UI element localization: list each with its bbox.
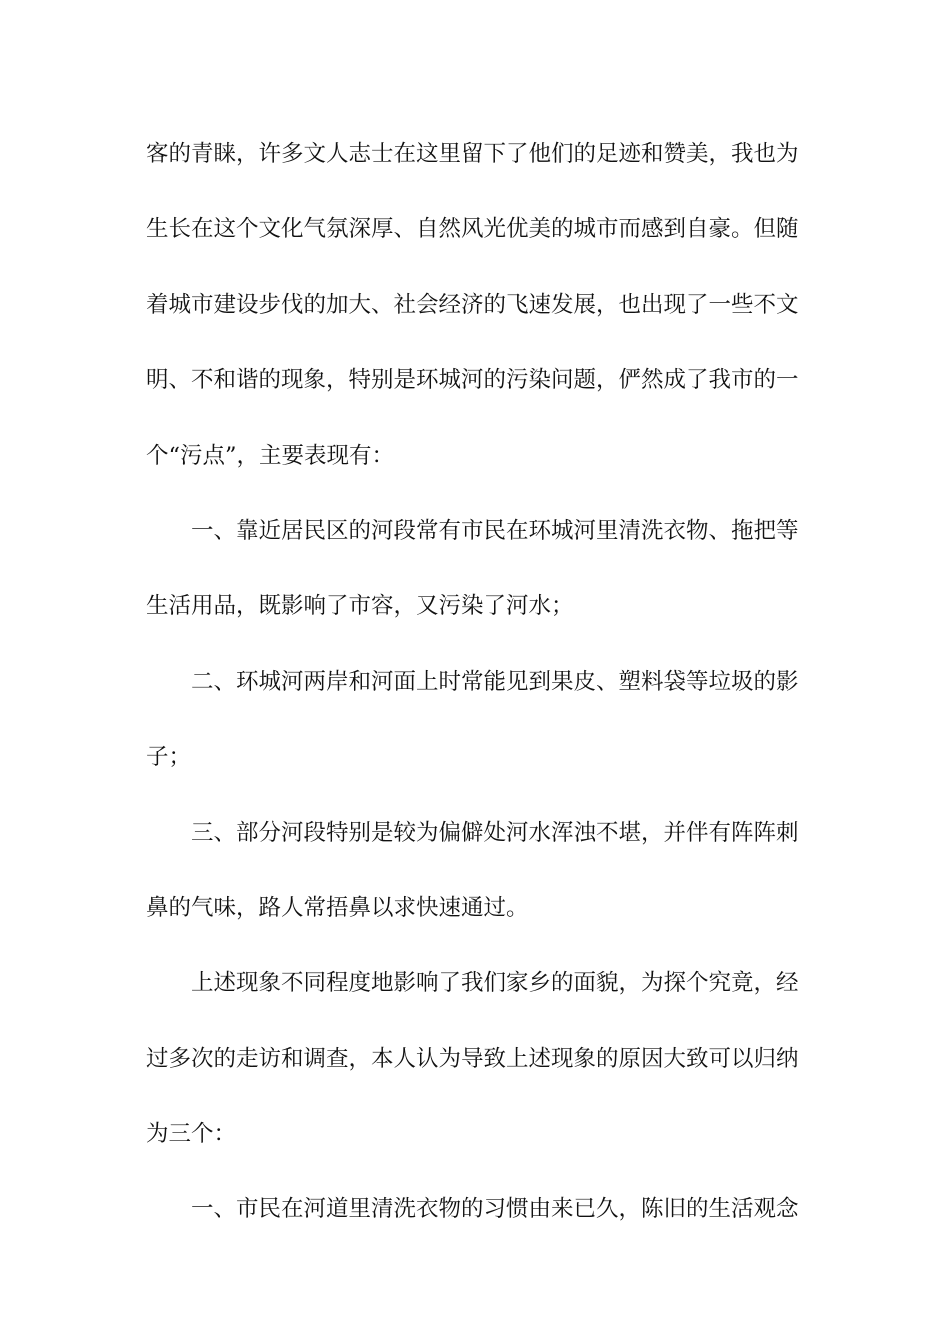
text-line: 三、部分河段特别是较为偏僻处河水浑浊不堪，并伴有阵阵刺 [191,819,799,846]
body-text [146,124,806,1255]
text-line: 子； [146,744,192,771]
text-line: 为三个： [146,1121,237,1148]
text-line: 二、环城河两岸和河面上时常能见到果皮、塑料袋等垃圾的影 [191,668,799,695]
text-line: 上述现象不同程度地影响了我们家乡的面貌，为探个究竟，经 [191,970,799,997]
text-line: 生长在这个文化气氛深厚、自然风光优美的城市而感到自豪。但随 [146,216,799,243]
text-line: 一、市民在河道里清洗衣物的习惯由来已久，陈旧的生活观念 [191,1196,799,1223]
text-line: 着城市建设步伐的加大、社会经济的飞速发展，也出现了一些不文 [146,291,799,318]
text-line: 鼻的气味，路人常捂鼻以求快速通过。 [146,894,529,921]
text-line: 客的青睐，许多文人志士在这里留下了他们的足迹和赞美，我也为 [146,141,799,167]
text-line: 一、靠近居民区的河段常有市民在环城河里清洗衣物、拖把等 [191,517,799,544]
text-line: 过多次的走访和调查，本人认为导致上述现象的原因大致可以归纳 [146,1045,799,1072]
text-line: 生活用品，既影响了市容，又污染了河水； [146,593,574,620]
text-line: 个“污点”，主要表现有： [146,442,395,469]
text-line: 明、不和谐的现象，特别是环城河的污染问题，俨然成了我市的一 [146,367,799,394]
